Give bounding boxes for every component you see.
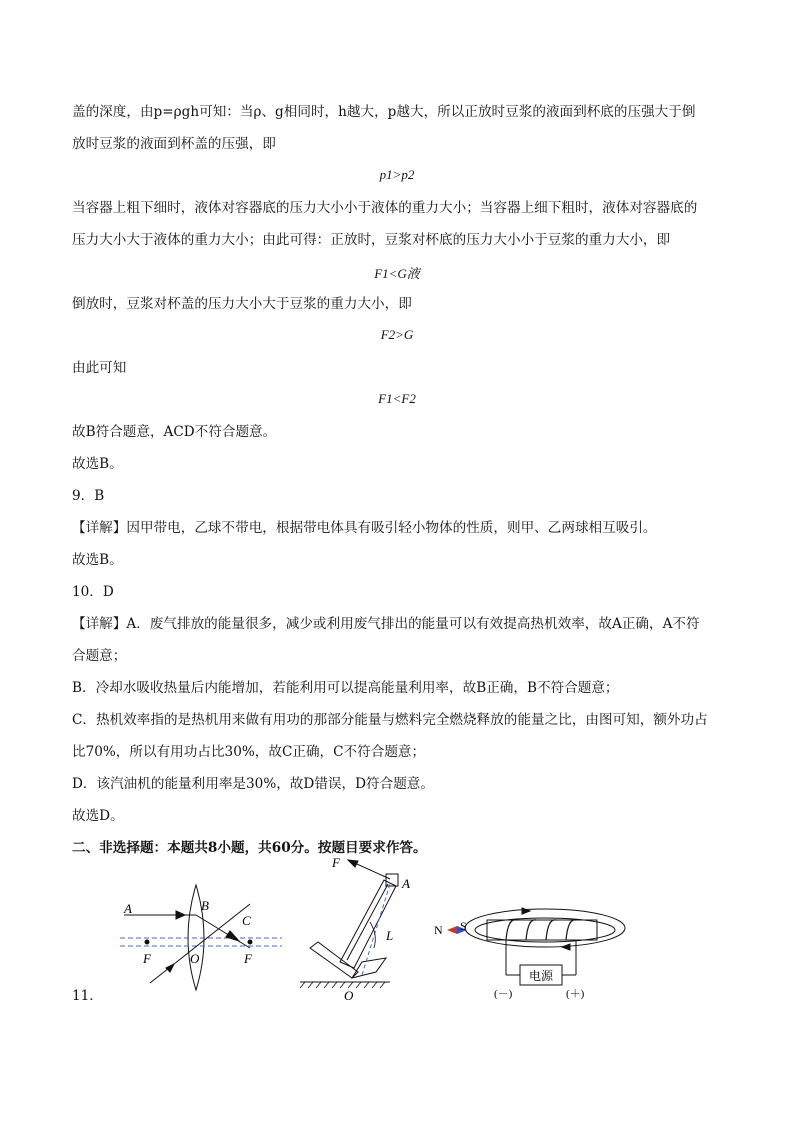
section-heading: 二、非选择题：本题共8小题，共60分。按题目要求作答。 [72,840,427,856]
line-4: 压力大小大于液体的重力大小；由此可得：正放时，豆浆对杯底的压力大小小于豆浆的重力大小，即 [72,232,671,248]
formula-f1: F1<G液 [374,266,420,281]
line-2: 放时豆浆的液面到杯盖的压强，即 [72,136,276,152]
label-f-left: F [143,951,151,966]
line-1: 盖的深度，由p=ρgh可知：当ρ、g相同时，h越大，p越大，所以正放时豆浆的液面到杯底的压强大于倒 [72,104,696,120]
label-south: S [460,919,467,933]
ray-c [150,904,250,983]
label-force-f: F [332,855,340,870]
force-f-arrow [348,860,358,867]
line-8: 故选B。 [72,456,123,472]
line-9: 故选B。 [72,552,123,568]
answer-9: 9．B [72,488,105,504]
ray-b-arrow [226,931,239,941]
line-5: 倒放时，豆浆对杯盖的压力大小大于豆浆的重力大小，即 [72,296,412,312]
field-line-inner [475,918,615,942]
magnet-needle-n [447,926,457,934]
focus-left [145,940,149,944]
explain-10c-cont: 比70%，所以有用功占比30%，故C正确，C不符合题意； [72,744,426,760]
label-pivot-o: O [344,988,354,1003]
label-point-a: A [402,876,410,891]
explain-10a-cont: 合题意； [72,648,127,664]
power-label: 电源 [529,969,554,983]
minus-label: (－) [494,988,513,1000]
line-3: 当容器上粗下细时，液体对容器底的压力大小小于液体的重力大小；当容器上细下粗时，液体对容器底的 [72,200,698,216]
label-a: A [124,901,132,916]
formula-f2: F2>G [380,327,414,342]
line-6: 由此可知 [72,360,127,376]
explain-10c: C．热机效率指的是热机用来做有用功的那部分能量与燃料完全燃烧释放的能量之比，由图可知，额外功占 [72,712,708,728]
line-10: 故选D。 [72,808,124,824]
line-7: 故B符合题意，ACD不符合题意。 [72,424,277,440]
label-o: O [190,951,200,966]
explain-10b: B．冷却水吸收热量后内能增加，若能利用可以提高能量利用率，故B正确，B不符合题意； [72,680,619,696]
question-number: 11． [72,988,103,1004]
answer-10: 10．D [72,584,114,600]
field-line-outer [465,909,625,947]
label-f-right: F [244,951,252,966]
plus-label: (＋) [566,988,585,1000]
ray-a-arrow [176,911,185,919]
base-board [310,942,358,978]
formula-f1f2: F1<F2 [378,391,416,406]
figure-diagrams [0,850,794,1010]
label-c: C [242,913,251,928]
field-arrow-bottom [562,944,570,950]
focus-right [248,940,252,944]
explain-10a: 【详解】A．废气排放的能量很多，减少或利用废气排出的能量可以有效提高热机效率，故A正确，A不符 [72,616,700,632]
ray-c-arrow [166,964,174,972]
label-north: N [434,923,443,937]
explain-10d: D．该汽油机的能量利用率是30%，故D错误，D符合题意。 [72,776,434,792]
label-arm-l: L [386,928,394,943]
board-edge [347,884,388,960]
ground-hatch [300,982,385,988]
lever-diagram [300,860,398,988]
solenoid-core [487,920,597,940]
label-b: B [201,898,209,913]
explain-9: 【详解】因甲带电，乙球不带电，根据带电体具有吸引轻小物体的性质，则甲、乙两球相互吸引。 [72,520,657,536]
coil [506,920,576,940]
formula-p: p1>p2 [379,167,415,182]
